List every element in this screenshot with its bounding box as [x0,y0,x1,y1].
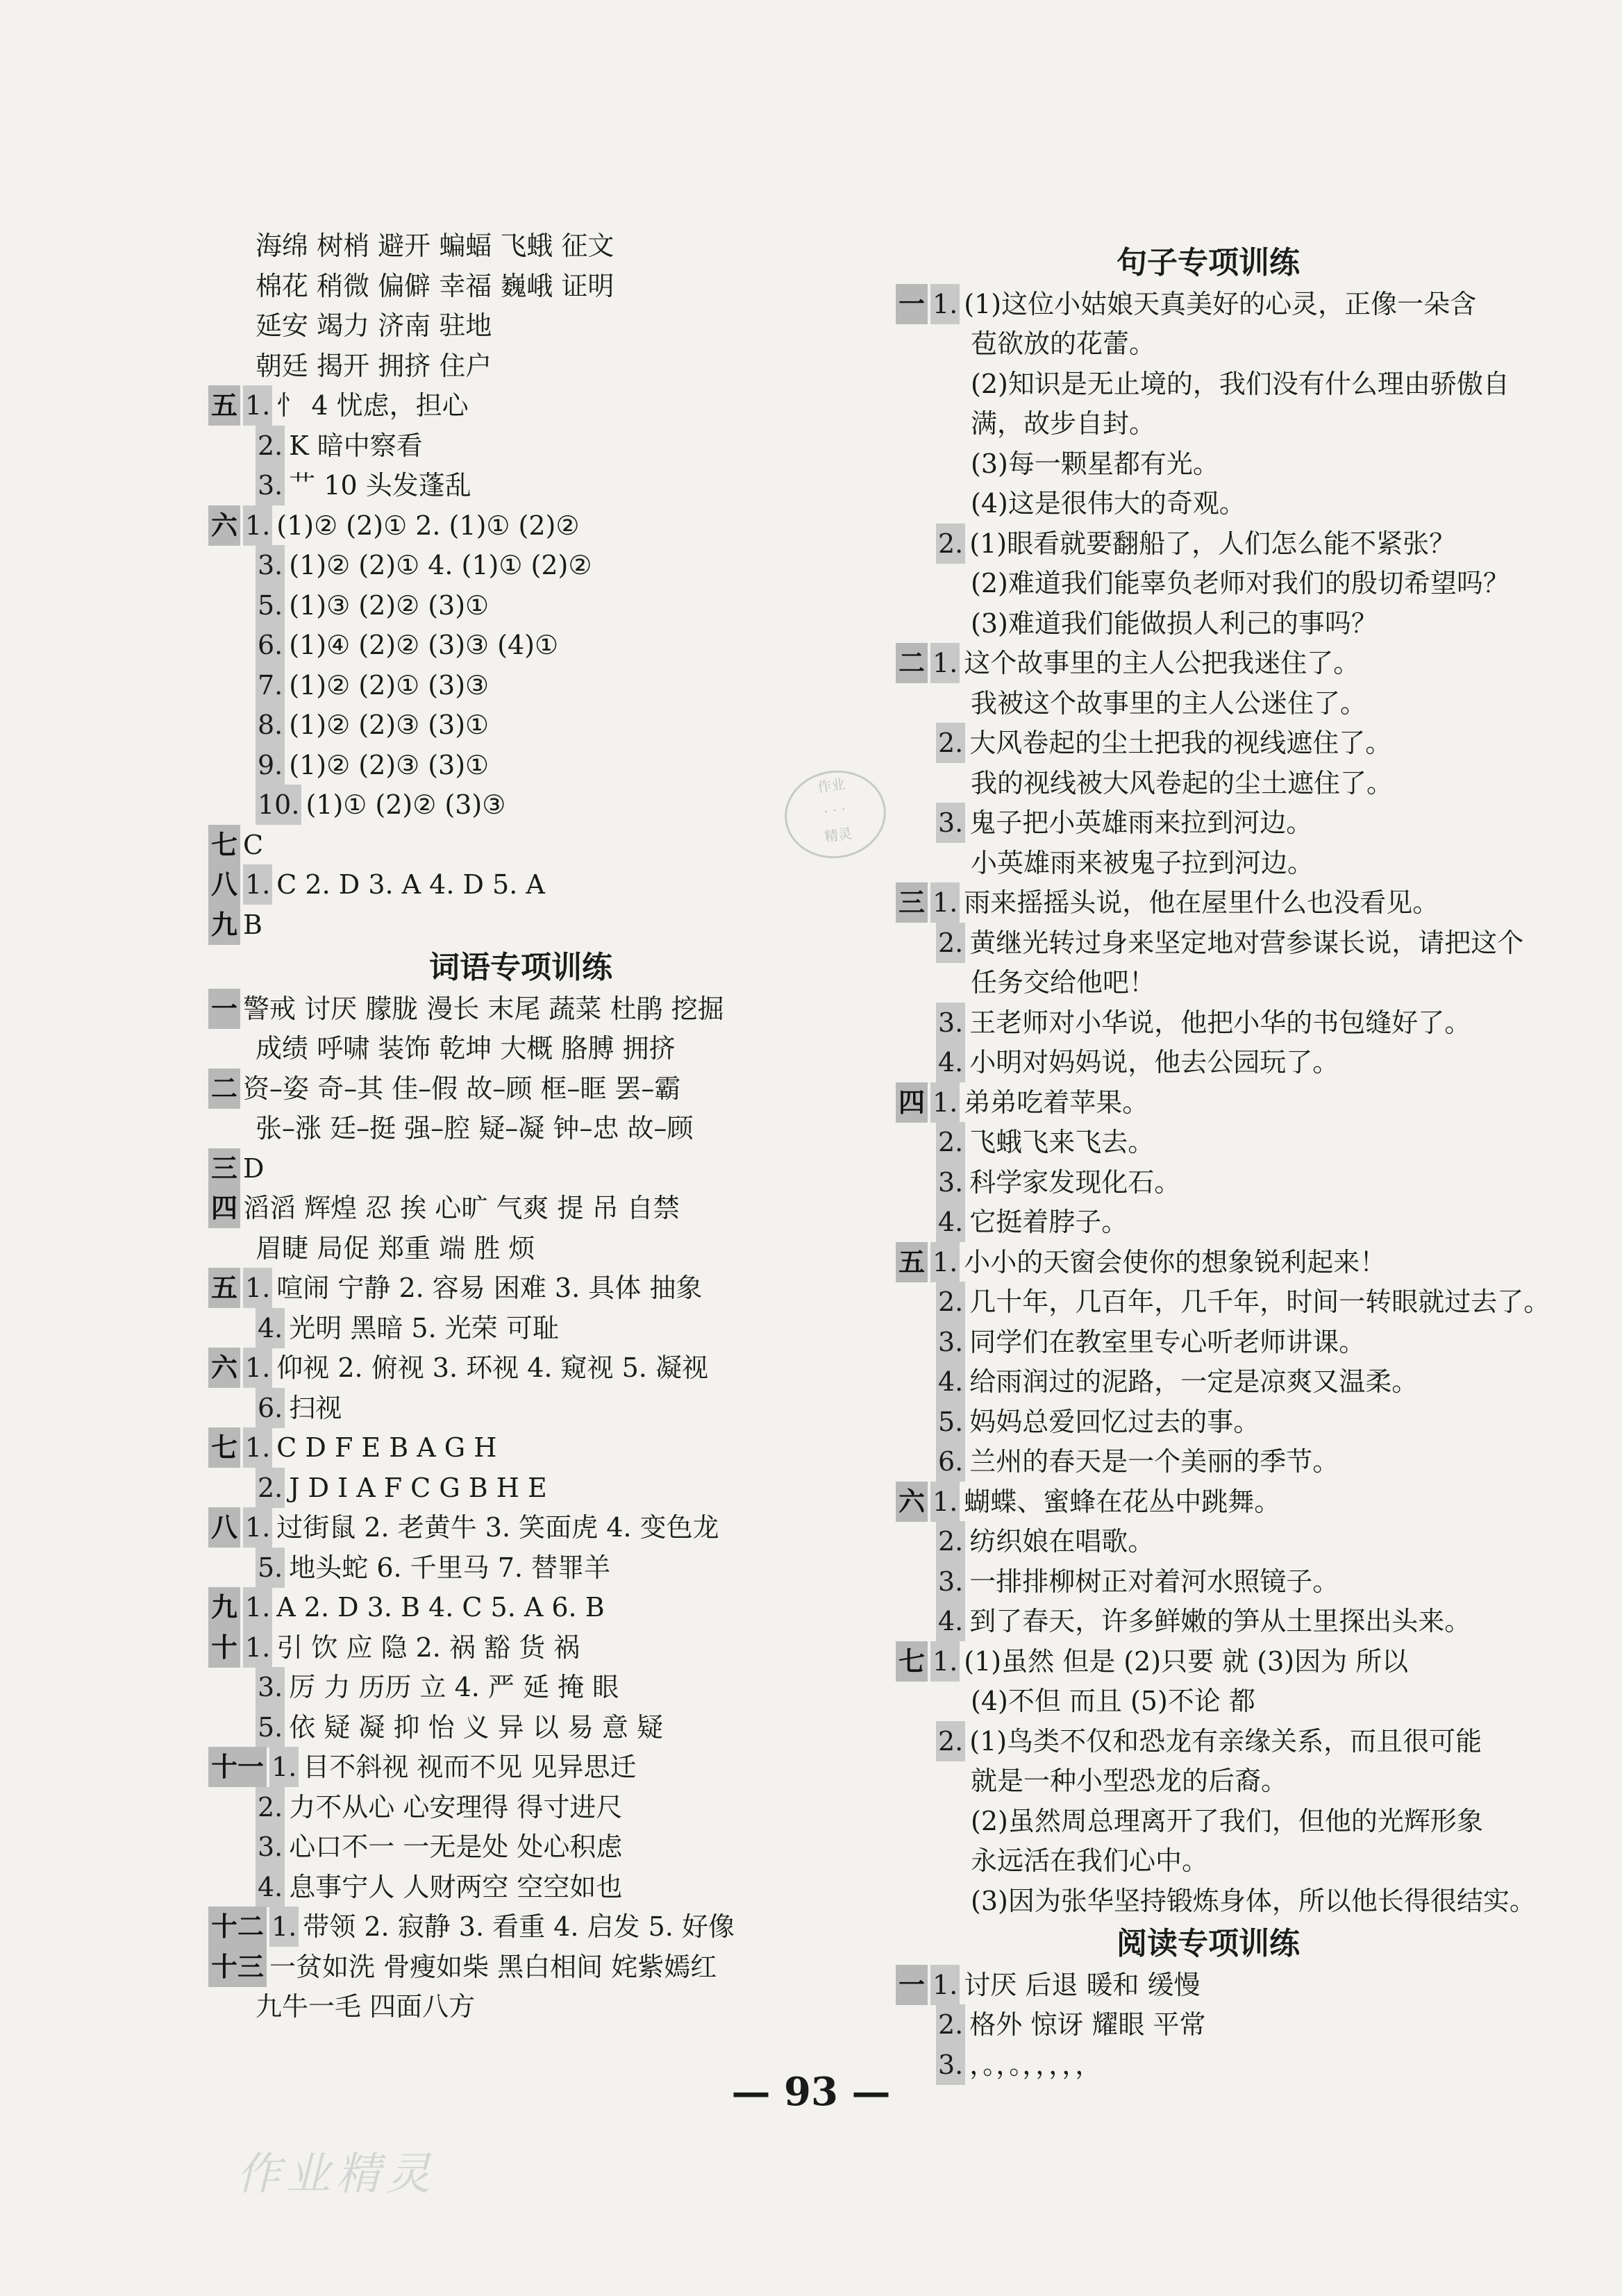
answer-line [971,843,1314,883]
sub-number: 3. [256,545,285,585]
answer-text: 小英雄雨来被鬼子拉到河边。 [971,847,1314,878]
answer-line [256,1228,535,1268]
answer-text: 给雨润过的泥路，一定是凉爽又温柔。 [969,1366,1419,1397]
answer-text: (1)这位小姑娘天真美好的心灵，正像一朵含 [964,288,1477,319]
question-number-badge: 五 [208,385,240,426]
answer-line [936,1561,1339,1602]
question-number-badge: 七 [208,1427,240,1468]
answer-line [256,1308,559,1348]
sub-number: 1. [243,864,272,905]
answer-text: 几十年，几百年，几千年，时间一转眼就过去了。 [969,1287,1550,1317]
answer-text: (1)② (2)① 4. (1)① (2)② [289,550,592,580]
answer-line [971,1801,1483,1841]
sub-number: 1. [930,1641,960,1682]
answer-line [936,2004,1206,2045]
question-number-badge: 一 [896,284,928,324]
sub-number: 5. [936,1402,965,1442]
answer-line [936,1003,1471,1043]
answer-line [936,1721,1482,1761]
answer-text: 一排排柳树正对着河水照镜子。 [969,1566,1339,1597]
sub-number: 1. [243,385,272,426]
answer-line [208,1907,735,1947]
answer-line [256,346,492,386]
answer-text: (1)① (2)② (3)③ [306,789,506,820]
answer-text: 带领 2. 寂静 3. 看重 4. 启发 5. 好像 [303,1911,735,1942]
answer-line [971,483,1246,523]
answer-text: 光明 黑暗 5. 光荣 可耻 [289,1312,559,1343]
answer-text: 格外 惊讶 耀眼 平常 [969,2009,1206,2040]
answer-line [256,1108,693,1148]
sub-number: 2. [936,923,965,963]
answer-line [936,1282,1550,1322]
answer-text: (2)难道我们能辜负老师对我们的殷切希望吗？ [971,568,1510,598]
answer-text: 扫视 [289,1392,342,1423]
question-number-badge: 八 [208,1507,240,1548]
answer-text: 鬼子把小英雄雨来拉到河边。 [969,807,1313,838]
answer-line [936,923,1523,963]
question-number-badge: 六 [208,1348,240,1388]
sub-number: 10. [256,785,301,825]
answer-line [971,683,1366,723]
sub-number: 1. [243,1348,272,1388]
sub-number: 8. [256,705,285,745]
sub-number: 3. [936,1561,965,1602]
question-number-badge: 十三 [208,1947,267,1987]
answer-text: (1)③ (2)② (3)① [289,589,490,621]
answer-line [256,1827,622,1867]
answer-line [256,625,558,665]
sub-number: 1. [930,284,960,324]
sub-number: 6. [936,1441,965,1482]
answer-line [256,1986,475,2027]
answer-line [256,545,592,585]
answer-line [936,1122,1154,1162]
answer-text: (1)② (2)③ (3)① [289,710,490,740]
answer-text: 仰视 2. 俯视 3. 环视 4. 窥视 5. 凝视 [276,1352,708,1383]
answer-text: (3)每一颗星都有光。 [971,448,1219,479]
answer-line [971,1841,1208,1881]
answer-line [208,1507,719,1548]
answer-text: (4)这是很伟大的奇观。 [971,488,1246,519]
answer-text: (3)因为张华坚持锻炼身体，所以他长得很结实。 [971,1885,1536,1916]
answer-text: 警戒 讨厌 朦胧 漫长 末尾 蔬菜 杜鹃 挖掘 [243,993,724,1024]
answer-text: (3)难道我们能做损人利己的事吗？ [971,607,1378,639]
answer-line [256,1867,622,1907]
question-number-badge: 六 [896,1482,928,1522]
question-number-badge: 九 [208,1587,240,1627]
sub-number: 4. [936,1202,965,1242]
answer-line [936,1601,1471,1641]
answer-line [936,803,1312,843]
sub-number: 1. [269,1747,299,1787]
answer-text: 讨厌 后退 暖和 缓慢 [964,1969,1201,2000]
answer-line [208,1069,680,1109]
sub-number: 1. [243,1587,272,1627]
question-number-badge: 十二 [208,1907,267,1947]
answer-line [208,989,724,1029]
question-number-badge: 七 [208,825,240,865]
answer-text: (1)眼看就要翻船了，人们怎么能不紧张？ [969,528,1456,559]
sub-number: 2. [936,1282,965,1322]
sub-number: 1. [930,1965,960,2005]
sub-number: 7. [256,665,285,705]
sub-number: 1. [269,1907,299,1947]
sub-number: 1. [930,643,960,683]
answer-text: 就是一种小型恐龙的后裔。 [971,1766,1288,1796]
answer-text: 海绵 树梢 避开 蝙蝠 飞蛾 征文 [256,231,614,261]
answer-line [208,505,579,546]
sub-number: 1. [930,1082,960,1123]
answer-line [971,324,1155,364]
answer-text: (1)② (2)① (3)③ [289,669,490,701]
answer-line [208,1587,605,1627]
answer-text: 雨来摇摇头说，他在屋里什么也没看见。 [964,887,1439,918]
answer-line [208,825,263,865]
answer-line [208,1427,496,1468]
answer-text: 目不斜视 视而不见 见异思迁 [303,1752,637,1782]
sub-number: 5. [256,1707,285,1748]
answer-text: 眉睫 局促 郑重 端 胜 烦 [256,1232,535,1264]
answer-line [936,1322,1365,1362]
sub-number: 2. [256,1468,285,1508]
sub-number: 3. [936,803,965,843]
question-number-badge: 七 [896,1641,928,1682]
answer-text: 息事宁人 人财两空 空空如也 [289,1871,623,1902]
answer-text: 忄 4 忧虑，担心 [276,390,469,421]
answer-line [936,1441,1339,1482]
sub-number: 6. [256,1388,285,1428]
answer-line [971,1761,1287,1801]
section-heading: 句子专项训练 [1117,245,1300,280]
answer-line [256,1028,675,1069]
answer-line [971,763,1393,803]
answer-line [256,705,489,745]
sub-number: 2. [256,426,285,466]
answer-text: (1)鸟类不仅和恐龙有亲缘关系，而且很可能 [969,1725,1482,1757]
answer-line [256,266,614,306]
question-number-badge: 九 [208,905,240,945]
answer-text: K 暗中察看 [289,430,423,461]
answer-line [256,1468,547,1508]
answer-text: 满，故步自封。 [971,408,1156,439]
answer-line [896,882,1439,923]
answer-line [936,1162,1180,1203]
answer-line [971,444,1219,484]
sub-number: 2. [936,1721,965,1761]
sub-number: 3. [256,465,285,505]
answer-line [208,1348,708,1388]
answer-text: (1)虽然 但是 (2)只要 就 (3)因为 所以 [964,1645,1409,1677]
answer-text: (1)② (2)① 2. (1)① (2)② [276,510,580,541]
sub-number: 3. [936,1003,965,1043]
answer-text: 黄继光转过身来坚定地对营参谋长说，请把这个 [969,927,1524,958]
answer-line [256,1388,342,1428]
question-number-badge: 一 [896,1965,928,2005]
sub-number: 5. [256,1548,285,1588]
answer-line [896,1965,1201,2005]
sub-number: 4. [936,1361,965,1402]
question-number-badge: 五 [896,1242,928,1282]
answer-line [971,1881,1536,1921]
answer-text: 喧闹 宁静 2. 容易 困难 3. 具体 抽象 [276,1273,703,1303]
answer-line [256,785,505,825]
answer-text: 滔滔 辉煌 忍 挨 心旷 气爽 提 吊 自禁 [243,1193,680,1223]
answer-line [208,1268,702,1308]
sub-number: 1. [243,1507,272,1548]
answer-text: 棉花 稍微 偏僻 幸福 巍峨 证明 [256,270,614,301]
answer-text: 过街鼠 2. 老黄牛 3. 笑面虎 4. 变色龙 [276,1512,719,1543]
answer-line [936,723,1391,763]
sub-number: 1. [930,1482,960,1522]
sub-number: 2. [936,523,965,564]
sub-number: 1. [243,1268,272,1308]
answer-text: 到了春天，许多鲜嫩的笋从土里探出头来。 [969,1606,1471,1636]
answer-line [971,563,1510,603]
answer-text: 它挺着脖子。 [969,1207,1128,1237]
answer-text: 同学们在教室里专心听老师讲课。 [969,1326,1366,1357]
sub-number: 6. [256,625,285,665]
sub-number: 9. [256,745,285,785]
sub-number: 1. [243,1627,272,1668]
answer-text: (2)虽然周总理离开了我们，但他的光辉形象 [971,1805,1483,1836]
answer-line [896,1641,1408,1682]
sub-number: 3. [936,2045,965,2085]
sub-number: 2. [256,1787,285,1827]
question-number-badge: 六 [208,505,240,546]
answer-line [208,385,469,426]
sub-number: 4. [256,1867,285,1907]
answer-text: 大风卷起的尘土把我的视线遮住了。 [969,728,1392,758]
answer-text: ，。，。，，，，， [969,2049,1102,2080]
answer-text: (4)不但 而且 (5)不论 都 [971,1686,1255,1716]
answer-text: 任务交给他吧！ [971,967,1156,998]
answer-text: C [243,829,264,860]
answer-text: 艹 10 头发蓬乱 [289,470,471,501]
answer-text: D [243,1153,265,1184]
sub-number: 1. [243,505,272,546]
question-number-badge: 三 [896,882,928,923]
answer-text: 小明对妈妈说，他去公园玩了。 [969,1047,1339,1078]
sub-number: 4. [256,1308,285,1348]
answer-line [896,1082,1148,1123]
answer-line [971,403,1155,444]
page-number: — 93 — [731,2069,891,2115]
answer-line [936,523,1455,564]
sub-number: 4. [936,1042,965,1082]
question-number-badge: 四 [896,1082,928,1123]
answer-text: 张–涨 廷–挺 强–腔 疑–凝 钟–忠 故–顾 [256,1113,694,1143]
sub-number: 2. [936,1122,965,1162]
watermark-logo-icon: 作业精灵 [236,2149,436,2200]
answer-line [256,745,489,785]
answer-text: 我的视线被大风卷起的尘土遮住了。 [971,767,1394,798]
sub-number: 5. [256,585,285,626]
answer-line [896,643,1360,683]
answer-line [208,905,262,945]
answer-text: 心口不一 一无是处 处心积虑 [289,1832,623,1862]
question-number-badge: 一 [208,989,240,1029]
answer-line [256,226,614,266]
answer-line [208,1747,636,1787]
answer-text: 永远活在我们心中。 [971,1845,1209,1876]
answer-text: 王老师对小华说，他把小华的书包缝好了。 [969,1007,1471,1038]
question-number-badge: 二 [896,643,928,683]
answer-text: 小小的天窗会使你的想象锐利起来！ [964,1246,1387,1277]
sub-number: 4. [936,1601,965,1641]
answer-line [936,1042,1339,1082]
answer-text: 引 饮 应 隐 2. 祸 豁 货 祸 [276,1632,580,1663]
answer-line [208,1148,264,1189]
answer-text: 这个故事里的主人公把我迷住了。 [964,648,1360,678]
answer-line [971,364,1510,404]
sub-number: 1. [930,882,960,923]
answer-text: 朝廷 揭开 拥挤 住户 [256,350,492,381]
answer-text: (2)知识是无止境的，我们没有什么理由骄傲自 [971,368,1510,399]
answer-line [971,603,1378,644]
answer-text: 我被这个故事里的主人公迷住了。 [971,687,1367,719]
answer-line [256,1787,622,1827]
question-number-badge: 八 [208,864,240,905]
answer-text: 资–姿 奇–其 佳–假 故–顾 框–眶 罢–霸 [243,1073,681,1104]
question-number-badge: 十一 [208,1747,267,1787]
answer-text: 厉 力 历历 立 4. 严 延 掩 眼 [289,1672,619,1702]
answer-text: 九牛一毛 四面八方 [256,1991,476,2022]
answer-text: (1)④ (2)② (3)③ (4)① [289,630,559,660]
answer-line [256,465,471,505]
question-number-badge: 四 [208,1188,240,1228]
answer-line [936,1202,1128,1242]
answer-line [256,426,423,466]
section-heading: 阅读专项训练 [1117,1926,1300,1961]
answer-line [256,665,489,705]
question-number-badge: 三 [208,1148,240,1189]
answer-text: 蝴蝶、蜜蜂在花丛中跳舞。 [964,1486,1281,1517]
answer-line [208,1947,717,1987]
sub-number: 3. [936,1322,965,1362]
answer-text: C 2. D 3. A 4. D 5. A [276,869,545,900]
answer-text: 纺织娘在唱歌。 [969,1526,1155,1557]
answer-line [936,1361,1418,1402]
answer-line [896,284,1476,324]
section-heading: 词语专项训练 [429,950,612,985]
sub-number: 1. [243,1427,272,1468]
answer-line [256,585,489,626]
answer-text: (1)② (2)③ (3)① [289,749,490,780]
answer-text: 飞蛾飞来飞去。 [969,1127,1155,1157]
answer-text: 苞欲放的花蕾。 [971,328,1156,359]
sub-number: 1. [930,1242,960,1282]
answer-text: 依 疑 凝 抑 怡 义 异 以 易 意 疑 [289,1711,664,1743]
answer-line [256,1548,610,1588]
answer-line [936,1402,1260,1442]
sub-number: 2. [936,1521,965,1561]
answer-line [971,962,1155,1003]
answer-line [256,1707,663,1748]
sub-number: 2. [936,2004,965,2045]
answer-text: B [243,909,262,940]
answer-text: A 2. D 3. B 4. C 5. A 6. B [276,1592,605,1623]
sub-number: 3. [936,1162,965,1203]
answer-text: 一贫如洗 骨瘦如柴 黑白相间 姹紫嫣红 [269,1951,717,1982]
answer-text: 弟弟吃着苹果。 [964,1087,1149,1118]
answer-line [256,305,492,346]
answer-line [208,1188,680,1228]
sub-number: 2. [936,723,965,763]
answer-line [208,864,545,905]
answer-text: 地头蛇 6. 千里马 7. 替罪羊 [289,1552,611,1583]
answer-text: C D F E B A G H [276,1432,497,1463]
answer-text: 力不从心 心安理得 得寸进尺 [289,1791,623,1822]
sub-number: 3. [256,1827,285,1867]
answer-line [936,1521,1154,1561]
answer-text: 成绩 呼啸 装饰 乾坤 大概 胳膊 拥挤 [256,1033,676,1064]
sub-number: 3. [256,1667,285,1707]
question-number-badge: 十 [208,1627,240,1668]
answer-line [971,1681,1255,1721]
question-number-badge: 五 [208,1268,240,1308]
answer-line [208,1627,580,1668]
watermark-stamp-icon: 作业 · · · 精灵 [779,764,892,864]
answer-text: 科学家发现化石。 [969,1166,1181,1198]
answer-line [896,1482,1280,1522]
answer-text: 延安 竭力 济南 驻地 [256,310,492,341]
question-number-badge: 二 [208,1069,240,1109]
answer-text: 妈妈总爱回忆过去的事。 [969,1406,1260,1437]
answer-line [896,1242,1386,1282]
answer-text: J D I A F C G B H E [289,1472,547,1503]
answer-line [256,1667,619,1707]
answer-text: 兰州的春天是一个美丽的季节。 [969,1446,1339,1477]
